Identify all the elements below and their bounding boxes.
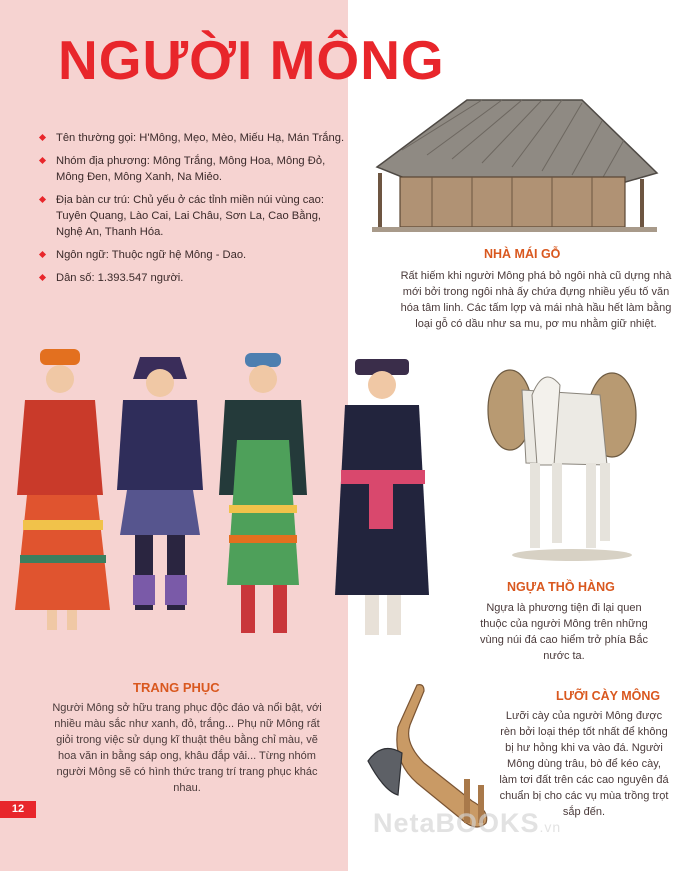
- costume-figure: [117, 357, 203, 610]
- plough-heading: LƯỠI CÀY MÔNG: [556, 689, 661, 703]
- costume-figures-illustration: [15, 345, 435, 650]
- watermark: [373, 808, 561, 839]
- fact-item: Ngôn ngữ: Thuộc ngữ hệ Mông - Dao.: [40, 247, 345, 263]
- costume-figure: [335, 359, 429, 635]
- costume-figure: [15, 349, 110, 630]
- page-title: NGƯỜI MÔNG: [58, 29, 445, 91]
- watermark-name: NetaBOOKS: [373, 808, 540, 838]
- pack-horse-illustration: [482, 355, 642, 565]
- facts-list: [40, 130, 345, 293]
- page-number: 12: [0, 801, 36, 818]
- stilt-house-illustration: [372, 95, 662, 235]
- fact-item: Nhóm địa phương: Mông Trắng, Mông Hoa, Mông Đỏ, Mông Đen, Mông Xanh, Na Miẻo.: [40, 153, 345, 185]
- plough-description: Lưỡi cày của người Mông được rèn bởi loại thép tốt nhất để không bị hư hỏng khi va vào đá. Người Mông dùng trâu, bò để kéo cày, làm tơi đất trên các cao nguyên đá chuẩn bị cho các vụ mùa trồng trọt sắp đến.: [499, 710, 669, 818]
- house-description: Rất hiếm khi người Mông phá bỏ ngôi nhà cũ dựng nhà mới bởi trong ngôi nhà ấy chứa đựng nhiều yếu tố văn hóa tâm linh. Các tấm lợp và mái nhà hầu hết làm bằng loại gỗ có dầu như sa mu, pơ mu nhằm giữ nhiệt.: [400, 270, 672, 330]
- watermark-suffix: .vn: [539, 819, 562, 835]
- fact-item: Tên thường gọi: H'Mông, Mẹo, Mèo, Miếu Hạ, Mán Trắng.: [40, 130, 345, 146]
- horse-description: Ngựa là phương tiện đi lại quen thuộc của người Mông trên những vùng núi đá cao hiểm trở phía Bắc nước ta.: [479, 602, 649, 662]
- fact-item: Dân số: 1.393.547 người.: [40, 270, 345, 286]
- costume-heading: TRANG PHỤC: [133, 680, 220, 695]
- fact-item: Địa bàn cư trú: Chủ yếu ở các tỉnh miền núi vùng cao: Tuyên Quang, Lào Cai, Lai Châu, Sơn La, Cao Bằng, Nghệ An, Thanh Hóa.: [40, 192, 345, 240]
- costume-description: Người Mông sở hữu trang phục độc đáo và nổi bật, với nhiều màu sắc như xanh, đỏ, trắng... Phụ nữ Mông rất giỏi trong việc sử dụng kĩ thuật thêu bằng chỉ màu, vẽ hoa văn in bằng sáp ong, khâu đắp vải... Từng nhóm người Mông sẽ có hình thức trang trí trang phục khác nhau.: [52, 702, 322, 794]
- costume-figure: [219, 353, 307, 633]
- house-heading: NHÀ MÁI GỖ: [484, 247, 561, 261]
- horse-heading: NGỰA THỒ HÀNG: [507, 580, 615, 594]
